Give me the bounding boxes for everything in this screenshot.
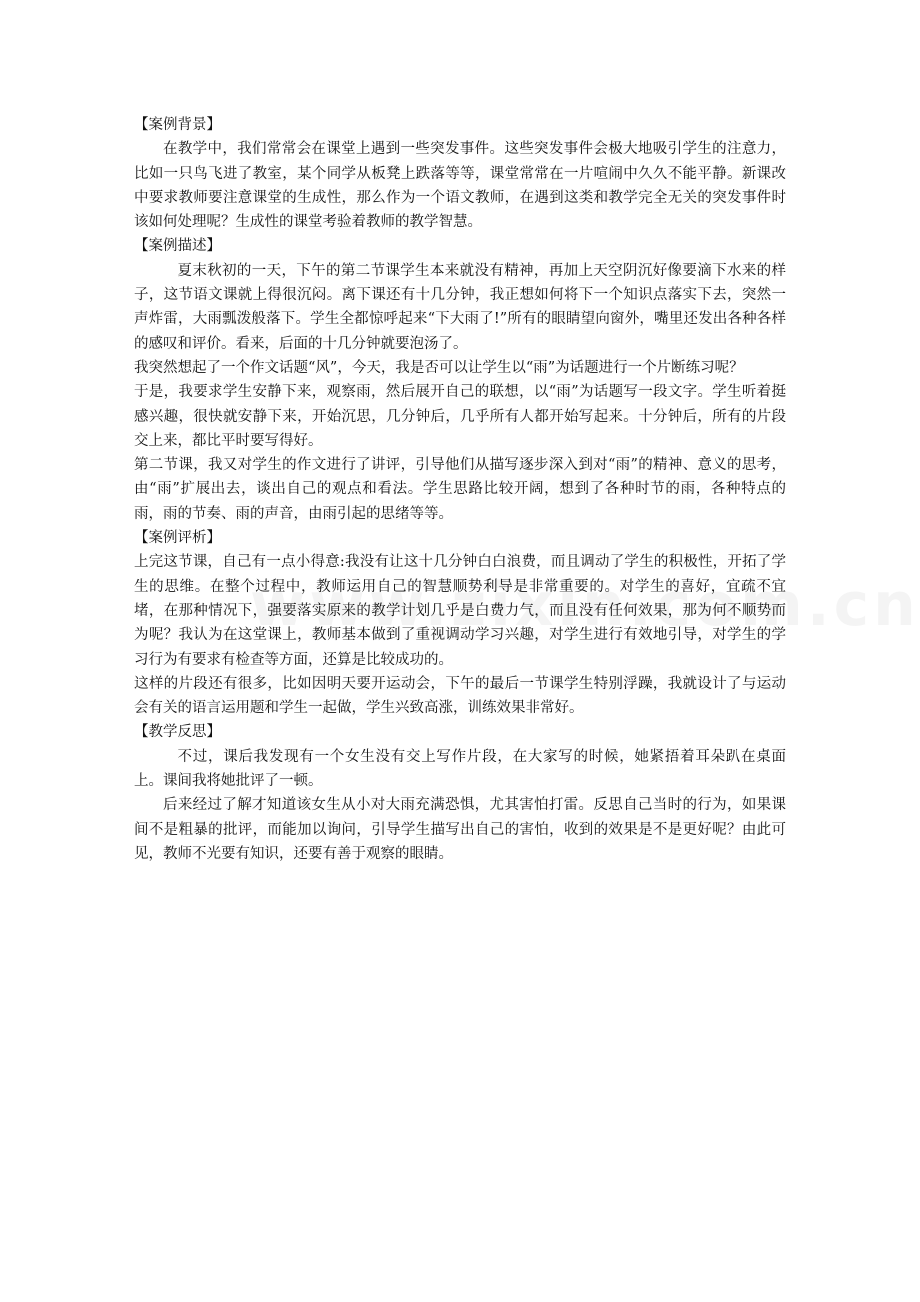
paragraph-description-4: 第二节课，我又对学生的作文进行了讲评，引导他们从描写逐步深入到对“雨”的精神、意义的思考，由“雨”扩展出去，谈出自己的观点和看法。学生思路比较开阔，想到了各种时节的雨，各种特点的雨，雨的节奏、雨的声音，由雨引起的思绪等等。: [134, 457, 786, 522]
paragraph-background: 在教学中，我们常常会在课堂上遇到一些突发事件。这些突发事件会极大地吸引学生的注意力，比如一只鸟飞进了教室，某个同学从板凳上跌落等等，课堂常常在一片喧闹中久久不能平静。新课改中要求教师要注意课堂的生成性，那么作为一个语文教师，在遇到这类和教学完全无关的突发事件时该如何处理呢？生成性的课堂考验着教师的教学智慧。: [134, 141, 786, 231]
paragraph-analysis-1: 上完这节课，自己有一点小得意:我没有让这十几分钟白白浪费，而且调动了学生的积极性，开拓了学生的思维。在整个过程中，教师运用自己的智慧顺势利导是非常重要的。对学生的喜好，宜疏不宜堵，在那种情况下，强要落实原来的教学计划几乎是白费力气，而且没有任何效果，那为何不顺势而为呢？我认为在这堂课上，教师基本做到了重视调动学习兴趣，对学生进行有效地引导，对学生的学习行为有要求有检查等方面，还算是比较成功的。: [134, 554, 786, 668]
section-heading-description: 【案例描述】: [134, 238, 221, 255]
paragraph-reflection-1: 不过，课后我发现有一个女生没有交上写作片段，在大家写的时候，她紧捂着耳朵趴在桌面上。课间我将她批评了一顿。: [134, 748, 786, 790]
document-body: [134, 113, 786, 866]
section-heading-reflection: 【教学反思】: [134, 724, 221, 741]
paragraph-description-1: 夏末秋初的一天，下午的第二节课学生本来就没有精神，再加上天空阴沉好像要滴下水来的样子，这节语文课就上得很沉闷。离下课还有十几分钟，我正想如何将下一个知识点落实下去，突然一声炸雷，大雨瓢泼般落下。学生全都惊呼起来“下大雨了!”所有的眼睛望向窗外，嘴里还发出各种各样的感叹和评价。看来，后面的十几分钟就要泡汤了。: [134, 262, 786, 352]
paragraph-description-2: 我突然想起了一个作文话题“风”，今天，我是否可以让学生以“雨”为话题进行一个片断练习呢？: [134, 359, 744, 376]
paragraph-reflection-2: 后来经过了解才知道该女生从小对大雨充满恐惧，尤其害怕打雷。反思自己当时的行为，如果课间不是粗暴的批评，而能加以询问，引导学生描写出自己的害怕，收到的效果是不是更好呢？由此可见，教师不光要有知识，还要有善于观察的眼睛。: [134, 797, 786, 862]
paragraph-analysis-2: 这样的片段还有很多，比如因明天要开运动会，下午的最后一节课学生特别浮躁，我就设计了与运动会有关的语言运用题和学生一起做，学生兴致高涨，训练效果非常好。: [134, 675, 786, 717]
paragraph-description-3: 于是，我要求学生安静下来，观察雨，然后展开自己的联想，以“雨”为话题写一段文字。学生听着挺感兴趣，很快就安静下来，开始沉思，几分钟后，几乎所有人都开始写起来。十分钟后，所有的片段交上来，都比平时要写得好。: [134, 384, 786, 449]
section-heading-background: 【案例背景】: [134, 117, 221, 133]
section-heading-analysis: 【案例评析】: [134, 530, 221, 547]
